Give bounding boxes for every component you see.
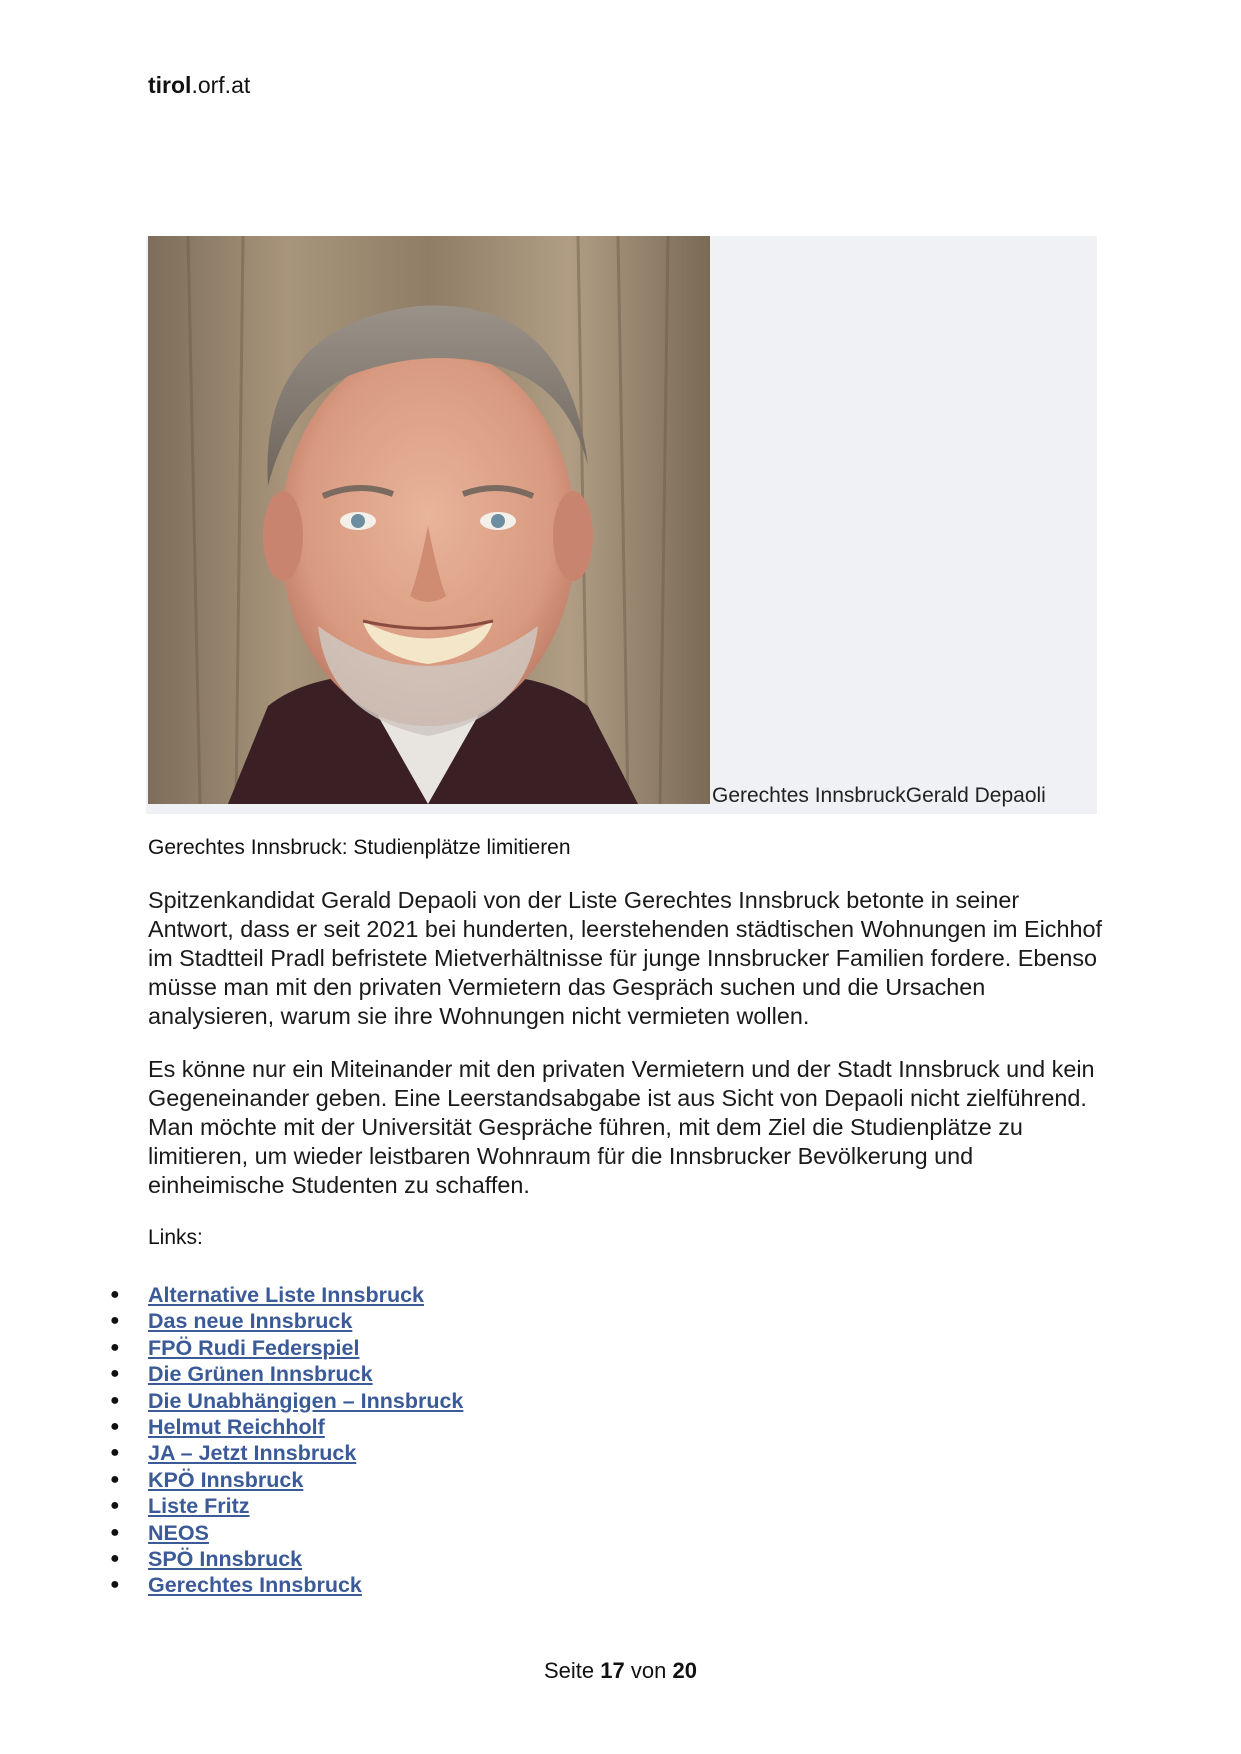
list-item [0,1361,463,1387]
list-item [0,1572,463,1598]
bullet-icon: ● [110,1391,120,1409]
link-kpoe-innsbruck[interactable]: KPÖ Innsbruck [148,1467,304,1492]
links-list [0,1282,463,1599]
page-current: 17 [600,1658,625,1683]
list-item [0,1388,463,1414]
link-gerechtes-innsbruck[interactable]: Gerechtes Innsbruck [148,1573,362,1598]
portrait-photo [148,236,710,804]
footer-middle: von [630,1658,667,1683]
bullet-icon: ● [110,1444,120,1462]
article-paragraph: Es könne nur ein Miteinander mit den privaten Vermietern und der Stadt Innsbruck und kein Gegeneinander geben. Eine Leerstandsabgabe ist aus Sicht von Depaoli nicht zielführend. Man möchte mit der Universität Gespräche führen, mit dem Ziel die Studienplätze zu limitieren, um wieder leistbaren Wohnraum für die Innsbrucker Bevölkerung und einheimische Studenten zu schaffen. [148,1056,1095,1198]
site-header [148,72,250,99]
bullet-icon: ● [110,1286,120,1303]
bullet-icon: ● [110,1365,120,1383]
link-liste-fritz[interactable]: Liste Fritz [148,1494,250,1519]
link-die-gruenen-innsbruck[interactable]: Die Grünen Innsbruck [148,1362,373,1387]
bullet-icon: ● [110,1497,120,1515]
site-domain: .orf.at [191,72,251,98]
link-ja-jetzt-innsbruck[interactable]: JA – Jetzt Innsbruck [148,1441,357,1466]
article-subtitle: Gerechtes Innsbruck: Studienplätze limitieren [148,836,571,859]
list-item [0,1308,463,1334]
list-item [0,1335,463,1361]
list-item [0,1414,463,1440]
link-das-neue-innsbruck[interactable]: Das neue Innsbruck [148,1309,353,1334]
page-footer [0,1658,1241,1684]
bullet-icon: ● [110,1523,120,1541]
bullet-icon: ● [110,1338,120,1356]
link-spoe-innsbruck[interactable]: SPÖ Innsbruck [148,1546,303,1571]
site-brand: tirol [148,72,192,98]
bullet-icon: ● [110,1470,120,1488]
link-die-unabhaengigen-innsbruck[interactable]: Die Unabhängigen – Innsbruck [148,1388,464,1413]
footer-prefix: Seite [544,1658,595,1683]
link-neos[interactable]: NEOS [148,1520,209,1545]
bullet-icon: ● [110,1417,120,1435]
bullet-icon: ● [110,1576,120,1594]
links-label: Links: [148,1226,203,1249]
list-item [0,1440,463,1466]
link-helmut-reichholf[interactable]: Helmut Reichholf [148,1414,325,1439]
figure-caption: Gerechtes InnsbruckGerald Depaoli [712,784,1046,807]
list-item [0,1282,463,1308]
link-alternative-liste-innsbruck[interactable]: Alternative Liste Innsbruck [148,1283,424,1307]
article-paragraph: Spitzenkandidat Gerald Depaoli von der Liste Gerechtes Innsbruck betonte in seiner Antwort, dass er seit 2021 bei hunderten, leerstehenden städtischen Wohnungen im Eichhof im Stadtteil Pradl befristete Mietverhältnisse für junge Innsbrucker Familien fordere. Ebenso müsse man mit den privaten Vermietern das Gespräch suchen und die Ursachen analysieren, warum sie ihre Wohnungen nicht vermieten wollen. [148,887,1102,1029]
article-figure [146,236,1097,814]
list-item [0,1467,463,1493]
link-fpoe-rudi-federspiel[interactable]: FPÖ Rudi Federspiel [148,1335,360,1360]
bullet-icon: ● [110,1549,120,1567]
bullet-icon: ● [110,1312,120,1330]
list-item [0,1493,463,1519]
list-item [0,1520,463,1546]
page-total: 20 [672,1658,697,1683]
list-item [0,1546,463,1572]
